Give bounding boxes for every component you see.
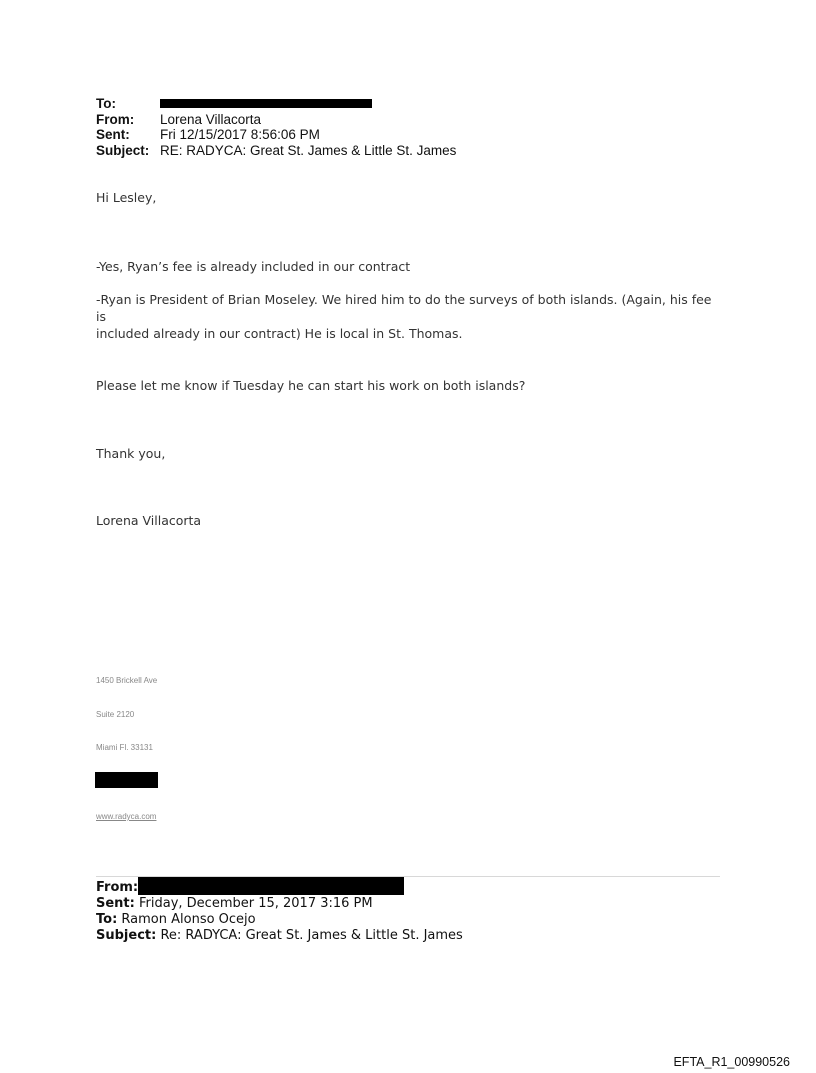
address-line-2: Suite 2120 [96,710,135,719]
website-link[interactable]: www.radyca.com [96,812,157,821]
body-paragraph-ryan [96,291,716,342]
quoted-from-row [96,877,463,896]
from-label: From: [96,111,135,127]
quoted-to-row [96,912,463,928]
quoted-to-label: To: [96,912,118,927]
quoted-subject-row [96,928,463,944]
subject-value: RE: RADYCA: Great St. James & Little St. James [160,142,457,158]
from-value: Lorena Villacorta [160,111,262,127]
to-label: To: [96,96,116,111]
redaction-bar [138,877,404,895]
closing: Thank you, [96,446,166,461]
email-header [96,96,456,158]
to-row [96,96,456,112]
body-line-ryan-1: -Ryan is President of Brian Moseley. We hired him to do the surveys of both islands. (Again, his fee is [96,292,712,324]
from-row [96,112,456,128]
document-id: EFTA_R1_00990526 [673,1055,790,1069]
quoted-from-label: From: [96,880,139,895]
quoted-subject-label: Subject: [96,928,157,943]
signature-name: Lorena Villacorta [96,513,202,528]
body-line-ryan-2: included already in our contract) He is local in St. Thomas. [96,326,463,341]
quoted-sent-label: Sent: [96,896,135,911]
quoted-subject-value: Re: RADYCA: Great St. James & Little St. James [160,928,463,943]
sent-value: Fri 12/15/2017 8:56:06 PM [160,127,320,142]
address-line-3: Miami Fl. 33131 [96,743,153,752]
greeting: Hi Lesley, [96,190,157,205]
address-line-1: 1450 Brickell Ave [96,676,158,685]
sent-row [96,127,456,143]
redaction-bar [160,99,372,108]
quoted-sent-value: Friday, December 15, 2017 3:16 PM [139,896,373,911]
quoted-email-header [96,877,463,944]
redaction-bar [95,772,158,788]
subject-row [96,143,456,159]
quoted-to-value: Ramon Alonso Ocejo [121,912,256,927]
body-line-tuesday: Please let me know if Tuesday he can start his work on both islands? [96,378,526,393]
sent-label: Sent: [96,127,130,142]
quoted-sent-row [96,896,463,912]
subject-label: Subject: [96,142,150,158]
body-line-fee: -Yes, Ryan’s fee is already included in our contract [96,259,411,274]
